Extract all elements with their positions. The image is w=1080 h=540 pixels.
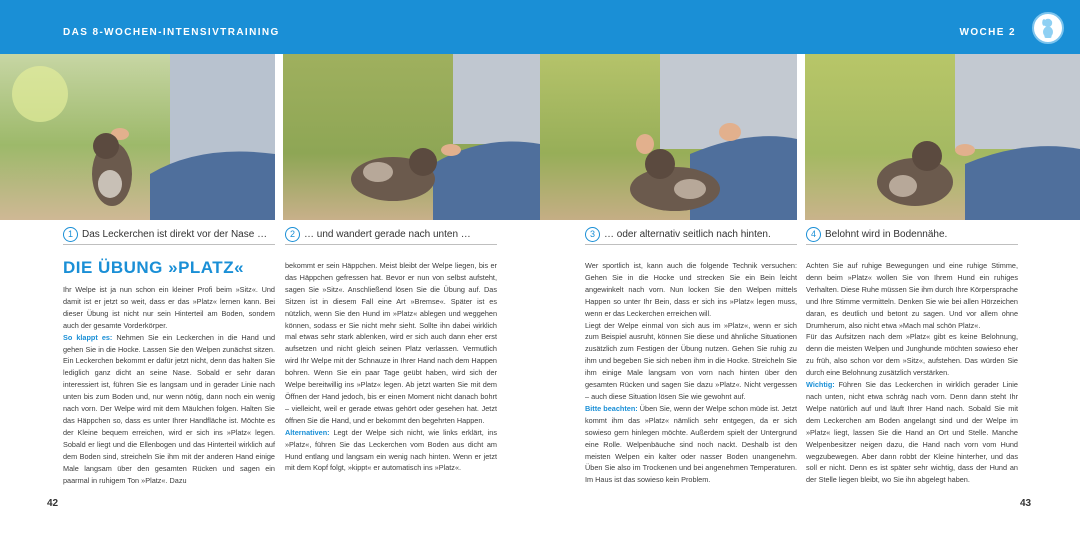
paragraph — [285, 427, 497, 475]
caption-divider — [285, 244, 497, 245]
paragraph: Wer sportlich ist, kann auch die folgende Technik versuchen: Gehen Sie in die Hocke und strecken Sie ein Bein leicht angewinkelt nach vorn. Nun locken Sie den Welpen mittels Happen so unter Ihr Bein, dass er sich ins »Platz« legen muss, wenn er das Leckerchen erreichen will. — [585, 261, 797, 318]
photo-1 — [0, 54, 275, 220]
caption-number: 3 — [585, 227, 600, 242]
keyword: Wichtig: — [806, 380, 835, 390]
caption-text: Das Leckerchen ist direkt vor der Nase … — [82, 229, 268, 241]
page-number-left: 42 — [47, 498, 59, 509]
caption-2 — [285, 227, 471, 242]
caption-divider — [585, 244, 797, 245]
caption-number: 4 — [806, 227, 821, 242]
week-label: WOCHE 2 — [959, 27, 1016, 38]
header-bar — [0, 0, 1080, 54]
keyword: Alternativen: — [285, 427, 330, 437]
text-column-2 — [285, 260, 497, 474]
caption-text: Belohnt wird in Bodennähe. — [825, 229, 948, 241]
paragraph: Achten Sie auf ruhige Bewegungen und eine ruhige Stimme, denn beim »Platz« wollen Sie von Ihrem Hund ein ruhiges Verhalten. Diese Ruhe müssen Sie ihm durch Ihre Körpersprache und Ihre Stimme vermitteln. Denken Sie wie bei allen Hörzeichen daran, es deutlich und betont zu sagen. Und vor allem ohne Drumherum, also nicht etwa »Mach mal schön Platz«. — [806, 261, 1018, 330]
chapter-title: DAS 8-WOCHEN-INTENSIVTRAINING — [63, 27, 280, 38]
paragraph: Liegt der Welpe einmal von sich aus im »Platz«, wenn er sich zum Beispiel ausruht, können Sie diese und ähnliche Situationen zusätzlich zum Festigen der Übung nutzen. Gehen Sie ruhig zu ihm und begeben Sie sich neben ihm in die Hocke. Streicheln Sie ihm einige Male langsam von vorn nach hinten über den gesamten Rücken und sagen Sie dazu »Platz«. Nicht vergessen – auch diese Situation lösen Sie wie gewohnt auf. — [585, 320, 797, 401]
section-heading: DIE ÜBUNG »PLATZ« — [63, 258, 245, 277]
paragraph-text: Führen Sie das Leckerchen in wirklich gerader Linie nach unten, nicht etwa schräg nach vorn. Denn dann steht Ihr Welpe natürlich auf und läuft Ihrer Hand nach. Sobald Sie mit dem Leckerchen am Boden angelangt sind und der Welpe im »Platz« liegt, lassen Sie die Hand an Ort und Stelle. Manche Welpenbesitzer neigen dazu, die Hand nach vorn vom Hund wegzubewegen. Aber dann robbt der Kleine hinterher, und das soll er nicht. Denn es ist später sehr wichtig, dass der Hund an der Stelle liegen bleibt, wo Sie ihn abgelegt haben. — [806, 380, 1018, 485]
caption-divider — [806, 244, 1018, 245]
keyword: Bitte beachten: — [585, 403, 638, 413]
caption-number: 2 — [285, 227, 300, 242]
paragraph — [63, 332, 275, 487]
dog-icon — [1032, 12, 1064, 44]
paragraph-text: Nehmen Sie ein Leckerchen in die Hand und gehen Sie in die Hocke. Lassen Sie den Welpen zunächst sitzen. Ein Leckerchen bekommt er dafür jetzt nicht, denn das halten Sie lediglich ganz dicht an seine Nase. Sobald er sehr daran interessiert ist, führen Sie es langsam und in gerader Linie nach unten bis zum Boden und, nur wenn nötig, dann noch ein wenig nach vorn. Der Welpe wird mit dem Mäulchen folgen. Halten Sie das Häppchen so, dass es unter Ihrer Handfläche ist. Möchte es der Kleine bequem erreichen, wird er sich ins »Platz« legen. Sobald er liegt und die Ellenbogen und das Hinterteil wirklich auf dem Boden sind, streicheln Sie ihm mit der anderen Hand einige Male langsam über den gesamten Rücken und sagen ein paarmal in ruhigem Ton »Platz«. Dazu — [63, 332, 276, 485]
caption-text: … und wandert gerade nach unten … — [304, 229, 471, 241]
paragraph-text: Legt der Welpe sich nicht, wie links erklärt, ins »Platz«, führen Sie das Leckerchen vom Boden aus dicht am Hund entlang und langsam ein wenig nach hinten. Wenn er jetzt mit dem Kopf folgt, »kippt« er automatisch ins »Platz«. — [285, 427, 497, 473]
paragraph-text: Üben Sie, wenn der Welpe schon müde ist. Jetzt kommt ihm das »Platz« nämlich sehr entgegen, da er sich sowieso gern hinlegen möchte. Außerdem spielt der Untergrund eine Rolle. Welpenbäuche sind noch nackt. Deshalb ist den meisten Welpen ein kalter oder nasser Boden unangenehm. Üben Sie also im Trockenen und bei angenehmen Temperaturen. Im Haus ist das sowieso kein Problem. — [585, 403, 797, 485]
caption-divider — [63, 244, 275, 245]
text-column-4 — [806, 260, 1018, 486]
paragraph: bekommt er sein Häppchen. Meist bleibt der Welpe liegen, bis er das Häppchen gefressen hat. Bevor er nun von selbst aufsteht, sagen Sie »Sitz«. Anschließend lösen Sie die Übung auf. Das Sitzen ist in diesem Fall eine Art »Bremse«. Später ist es nützlich, wenn Sie den Hund im »Platz« ablegen und weggehen können, sodass er Sie nicht mehr sieht. Sollte ihn dabei wirklich mal etwas sehr stark ablenken, wird er sich auch dann eher erst aufsetzen und nicht gleich seinen Platz verlassen. Vermutlich wird Ihr Welpe mit der Schnauze in Ihrer Hand nach dem Happen bohren. Wenn Sie ein paar Tage geübt haben, wird sich der Welpe bereitwillig ins »Platz« legen. Ab jetzt warten Sie mit dem Öffnen der Hand jedoch, bis er einen Moment nicht danach bohrt – vielleicht, weil er gerade etwas gehört oder gesehen hat. Jetzt öffnen Sie die Hand, und er bekommt den begehrten Happen. — [285, 261, 497, 425]
text-column-1 — [63, 284, 275, 486]
photo-4 — [805, 54, 1080, 220]
caption-4 — [806, 227, 947, 242]
caption-text: … oder alternativ seitlich nach hinten. — [604, 229, 771, 241]
caption-3 — [585, 227, 771, 242]
photo-3 — [540, 54, 797, 220]
keyword: So klappt es: — [63, 332, 113, 342]
caption-number: 1 — [63, 227, 78, 242]
paragraph — [585, 403, 797, 486]
page-number-right: 43 — [1020, 498, 1032, 509]
caption-1 — [63, 227, 267, 242]
paragraph: Ihr Welpe ist ja nun schon ein kleiner Profi beim »Sitz«. Und damit ist er jetzt so weit, dass er das »Platz« lernen kann. Bei dieser Übung ist nicht nur sein Hinterteil am Boden, sondern auch der gesamte Vorderkörper. — [63, 285, 275, 330]
text-column-3 — [585, 260, 797, 486]
paragraph: Für das Aufsitzen nach dem »Platz« gibt es keine Belohnung, denn die meisten Welpen und Junghunde möchten sowieso eher zu früh, also schon vor dem »Sitz«, aufstehen. Das würden Sie durch eine Belohnung zusätzlich verstärken. — [806, 332, 1018, 378]
paragraph — [806, 379, 1018, 486]
photo-2 — [283, 54, 540, 220]
